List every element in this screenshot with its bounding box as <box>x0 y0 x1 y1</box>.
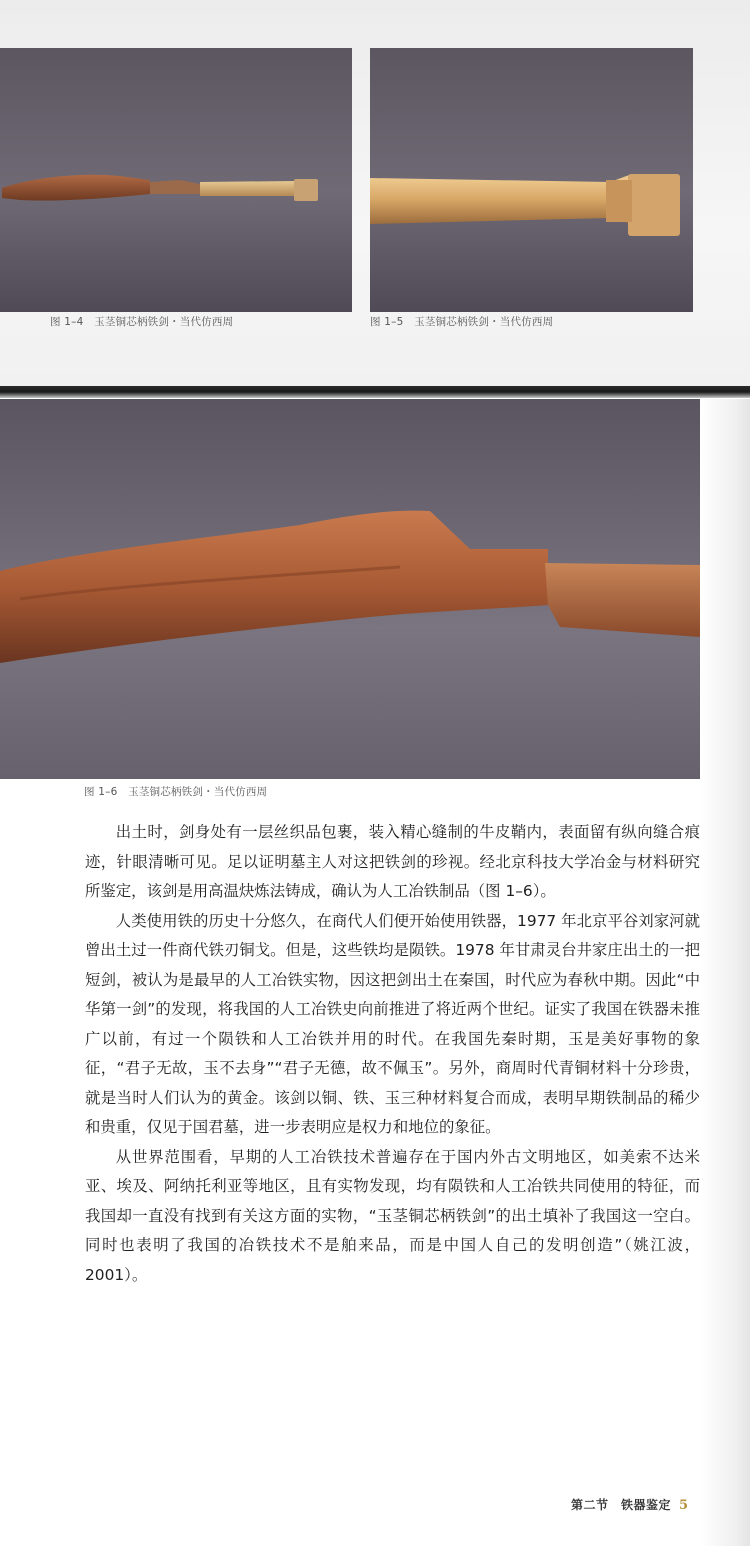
paragraph: 出土时，剑身处有一层丝织品包裹，装入精心缝制的牛皮鞘内，表面留有纵向缝合痕迹，针眼清晰可见。足以证明墓主人对这把铁剑的珍视。经北京科技大学冶金与材料研究所鉴定，该剑是用高温炔炼法铸成，确认为人工冶铁制品（图 1–6）。 <box>85 823 700 900</box>
paragraph: 人类使用铁的历史十分悠久，在商代人们便开始使用铁器，1977 年北京平谷刘家河就曾出土过一件商代铁刃铜戈。但是，这些铁均是陨铁。1978 年甘肃灵台井家庄出土的一把短剑，被认为是最早的人工冶铁实物，因这把剑出土在秦国，时代应为春秋中期。因此“中华第一剑”的发现，将我国的人工冶铁史向前推进了将近两个世纪。证实了我国在铁器未推广以前，有过一个陨铁和人工冶铁并用的时代。在我国先秦时期，玉是美好事物的象征，“君子无故，玉不去身”“君子无德，故不佩玉”。另外，商周时代青铜材料十分珍贵，就是当时人们认为的黄金。该剑以铜、铁、玉三种材料复合而成，表明早期铁制品的稀少和贵重，仅见于国君墓，进一步表明应是权力和地位的象征。 <box>85 911 700 1136</box>
section-title: 第二节 铁器鉴定 <box>570 1498 671 1512</box>
paragraph: 从世界范围看，早期的人工冶铁技术普遍存在于国内外古文明地区，如美索不达米亚、埃及、阿纳托利亚等地区，且有实物发现，均有陨铁和人工冶铁共同使用的特征，而我国却一直没有找到有关这方面的实物，“玉茎铜芯柄铁剑”的出土填补了我国这一空白。同时也表明了我国的冶铁技术不是舶来品，而是中国人自己的发明创造”（姚江波，2001）。 <box>85 1147 700 1284</box>
figure-1-6-photo <box>0 399 700 779</box>
page-footer <box>571 1496 688 1513</box>
figure-1-5-photo <box>370 48 693 312</box>
article-body <box>85 818 700 1290</box>
sword-closeup-image <box>0 399 700 779</box>
page-edge-shadow <box>700 399 750 1546</box>
jade-hilt-image <box>370 48 693 312</box>
page-number: 5 <box>678 1498 688 1513</box>
figure-1-4-photo <box>0 48 352 312</box>
figure-1-4-caption: 图 1–4 玉茎铜芯柄铁剑・当代仿西周 <box>50 316 234 328</box>
figure-1-6-caption: 图 1–6 玉茎铜芯柄铁剑・当代仿西周 <box>84 786 268 798</box>
figure-1-5-caption: 图 1–5 玉茎铜芯柄铁剑・当代仿西周 <box>370 316 554 328</box>
page-separator <box>0 386 750 398</box>
iron-sword-image <box>0 48 352 312</box>
